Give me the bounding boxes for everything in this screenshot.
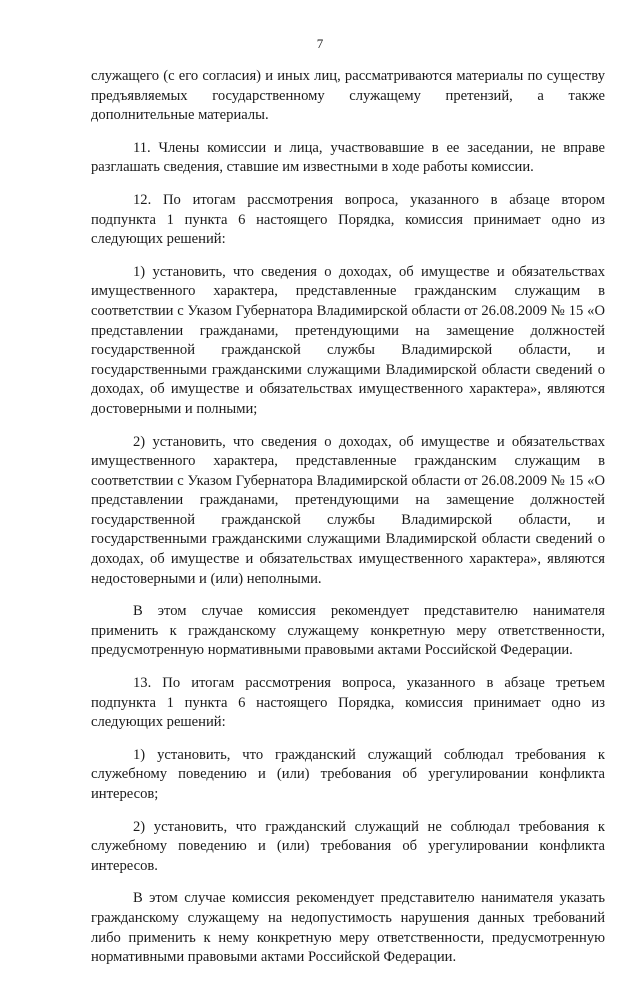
paragraph-13-option-1: 1) установить, что гражданский служащий соблюдал требования к служебному поведению и (или) требования об урегулировании конфликта интересов; bbox=[91, 746, 605, 802]
document-body bbox=[91, 67, 605, 981]
paragraph-item-11: 11. Члены комиссии и лица, участвовавшие в ее заседании, не вправе разглашать сведения, ставшие им известными в ходе работы комиссии. bbox=[91, 139, 605, 176]
paragraph-13-option-2: 2) установить, что гражданский служащий не соблюдал требования к служебному поведению и (или) требования об урегулировании конфликта интересов. bbox=[91, 818, 605, 874]
page-number: 7 bbox=[316, 36, 324, 51]
paragraph-12-recommendation: В этом случае комиссия рекомендует представителю нанимателя применить к гражданскому служащему конкретную меру ответственности, предусмотренную нормативными правовыми актами Российской Федерации. bbox=[91, 603, 605, 659]
paragraph-13-recommendation: В этом случае комиссия рекомендует представителю нанимателя указать гражданскому служащему на недопустимость нарушения данных требований либо применить к нему конкретную меру ответственности, предусмотренную нормативными правовыми актами Российской Федерации. bbox=[91, 890, 605, 966]
paragraph-12-option-1: 1) установить, что сведения о доходах, об имуществе и обязательствах имущественного характера, представленные гражданским служащим в соответствии с Указом Губернатора Владимирской области от 26.08.2009 № 15 «О представлении гражданами, претендующими на замещение должностей государственной гражданской службы Владимирской области, и государственными гражданскими служащими Владимирской области сведений о доходах, об имуществе и обязательствах имущественного характера», являются достоверными и полными; bbox=[91, 263, 605, 417]
paragraph-12-option-2: 2) установить, что сведения о доходах, об имуществе и обязательствах имущественного характера, представленные гражданским служащим в соответствии с Указом Губернатора Владимирской области от 26.08.2009 № 15 «О представлении гражданами, претендующими на замещение должностей государственной гражданской службы Владимирской области, и государственными гражданскими служащими Владимирской области сведений о доходах, об имуществе и обязательствах имущественного характера», являются недостоверными и (или) неполными. bbox=[91, 433, 605, 587]
paragraph-item-12: 12. По итогам рассмотрения вопроса, указанного в абзаце втором подпункта 1 пункта 6 настоящего Порядка, комиссия принимает одно из следующих решений: bbox=[91, 191, 605, 248]
paragraph-continuation: служащего (с его согласия) и иных лиц, рассматриваются материалы по существу предъявляемых государственному служащему претензий, а также дополнительные материалы. bbox=[91, 68, 605, 124]
paragraph-item-13: 13. По итогам рассмотрения вопроса, указанного в абзаце третьем подпункта 1 пункта 6 настоящего Порядка, комиссия принимает одно из следующих решений: bbox=[91, 675, 605, 731]
